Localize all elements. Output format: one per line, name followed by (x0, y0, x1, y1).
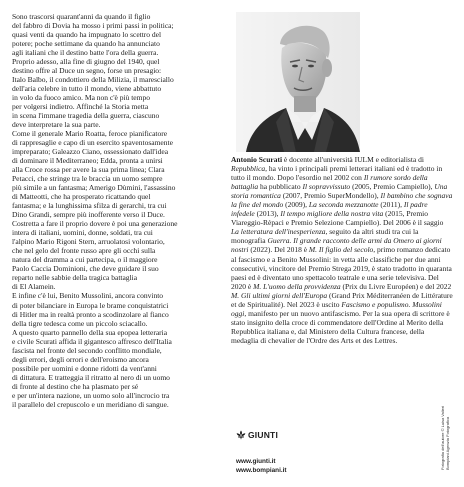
author-name: Antonio Scurati (231, 155, 283, 164)
bio-text: (2022). Del 2018 è (248, 245, 309, 255)
synopsis-line: Sono trascorsi quarant'anni da quando il figlio (12, 12, 151, 21)
synopsis-line: Petacci, che stringe tra le braccia un uomo sempre (12, 174, 163, 184)
synopsis-line: l'alpino Mario Rigoni Stern, arruolatosi volontario, (12, 237, 165, 247)
bio-text: , primo romanzo dedicato al fascismo e a Benito Mussolini: in vetta alle classifiche per due anni consecutivi, vincitore del Premio Strega 2019, è stato tradotto in quaranta paesi ed è diventato uno spettacolo teatrale e una serie televisiva. Del 2020 è (231, 245, 452, 291)
book-title: M. Gli ultimi giorni dell'Europa (231, 290, 328, 300)
bio-text: (2015, Premio Viareggio-Rèpaci e Premio Selezione Campiello). Del 2006 è il saggio (231, 209, 444, 228)
bio-text: (2009), (283, 200, 309, 210)
bio-text: (Grand Prix Méditerranéen de Littérature et de Spiritualité). Nel 2023 è uscito (231, 290, 453, 309)
author-portrait-image (236, 12, 360, 152)
bio-text: , ha vinto i principali premi letterari italiani ed è tradotto in tutto il mondo. Dopo l'esordio nel 2002 con (231, 164, 443, 183)
book-title: Il sopravvissuto (302, 182, 351, 192)
synopsis-line: in scena l'immane tragedia della guerra, ciascuno (12, 111, 160, 121)
giunti-lily-icon (236, 430, 246, 440)
book-title: M. L'uomo della provvidenza (253, 281, 341, 291)
author-panel (228, 12, 454, 482)
synopsis-line: il parallelo del crepuscolo e un meridiano di sangue. (12, 399, 169, 409)
synopsis-line: di dittatura. E tratteggia il ritratto al nero di un uomo (12, 372, 170, 382)
synopsis-line: Italo Balbo, il condottiero della Milizia, il maresciallo (12, 75, 174, 85)
synopsis-line: in volo da fuoco amico. Ma non c'è più tempo (12, 93, 150, 103)
synopsis-line: di poter bilanciare in Europa le brame conquistatrici (12, 300, 169, 310)
website-link-bompiani[interactable]: www.bompiani.it (236, 467, 287, 474)
book-title: Il bambino che sognava la fine del mondo (231, 191, 453, 210)
synopsis-line: del fabbro di Dovia ha mosso i primi passi in politica; (12, 21, 174, 31)
book-title: Fascismo e populismo. Mussolini oggi (231, 299, 442, 318)
synopsis-line: E infine c'è lui, Benito Mussolini, ancora convinto (12, 291, 164, 301)
synopsis-line: di dominare il Mediterraneo; Edda, pronta a unirsi (12, 156, 163, 166)
book-title: Una storia romantica (231, 182, 448, 201)
synopsis-line: degli errori, degli orrori e dell'eroismo ancora (12, 354, 149, 364)
synopsis-line: Costretta a fare il proprio dovere è poi una generazione (12, 219, 178, 229)
synopsis-line: fascista nel fronte del secondo conflitto mondiale, (12, 345, 162, 355)
synopsis-line: alla Croce rossa per avere la sua prima linea; Clara (12, 165, 165, 175)
synopsis-line: intera di italiani, uomini, donne, soldati, tra cui (12, 228, 153, 238)
synopsis-line: natura del dramma a cui partecipa, o il maggiore (12, 255, 158, 265)
bio-text: è docente all'università IULM e editorialista di (282, 155, 424, 164)
synopsis-line: fantasma; e la lunghissima sfilza di gerarchi, tra cui (12, 201, 167, 211)
photo-credit-line: Bompiani Agenzia Fotografica (445, 416, 450, 470)
bio-text: (Prix du Livre Européen) e del 2022 (340, 281, 452, 291)
synopsis-line: potere; poche settimane da quando ha annunciato (12, 39, 160, 49)
synopsis-line: di rappresaglie e capo di un esercito spaventosamente (12, 138, 173, 148)
book-title: Guerra. Il grande racconto delle armi da Omero ai giorni nostri (231, 236, 442, 255)
synopsis-line: deve interpretare la sua parte. (12, 120, 101, 130)
bio-text: , manifesto per un nuovo antifascismo. Per la sua opera di scrittore è stato insignito della croce di commendatore dell'Ordine al Merito della Repubblica italiana e, dal Ministero della Cultura francese, della medaglia di chevalier de l'Ordre des Arts et des Lettres. (231, 308, 450, 345)
synopsis-line: Paolo Caccia Dominioni, che deve guidare il suo (12, 264, 159, 274)
bio-text: ha pubblicato (258, 182, 303, 192)
synopsis-line: dell'aria celebre in tutto il mondo, viene abbattuto (12, 84, 162, 94)
synopsis-line: Proprio adesso, alla fine di giugno del 1940, quel (12, 57, 160, 67)
bio-text: (2013), (254, 209, 281, 219)
synopsis-line: della tigre tedesca come un piccolo sciacallo. (12, 318, 148, 328)
synopsis-line: A questo quarto pannello della sua epopea letteraria (12, 327, 168, 337)
synopsis-line: reparto nelle sabbie della tragica battaglia (12, 273, 138, 283)
photo-credit (440, 405, 454, 470)
synopsis-line: impreparato; Galeazzo Ciano, ossessionato dall'idea (12, 147, 169, 157)
website-link-giunti[interactable]: www.giunti.it (236, 458, 276, 465)
bio-text: , seguito da altri studi tra cui la monografia (231, 227, 419, 246)
book-title: Il rumore sordo della battaglia (231, 173, 428, 192)
synopsis-line: agli italiani che il destino batte l'ora della guerra. (12, 48, 159, 58)
synopsis-line: possibile per uomini e donne ridotti da vent'anni (12, 363, 157, 373)
synopsis-line: destino offre al Duce un segno, forse un presagio: (12, 66, 162, 76)
bio-text: (2011), (378, 200, 404, 210)
book-title: Repubblica (231, 164, 266, 174)
synopsis-line: e civile Scurati affida il gigantesco affresco dell'Italia (12, 336, 172, 346)
book-title: Il padre infedele (231, 200, 428, 219)
bio-text: (2005, Premio Campiello), (350, 182, 435, 192)
synopsis-line: quasi venti da quando ha impugnato lo scettro del (12, 30, 162, 40)
synopsis-line: che nel gelo del fronte russo apre gli occhi sulla (12, 246, 156, 256)
book-title: La seconda mezzanotte (308, 200, 379, 210)
author-bio (231, 155, 453, 345)
synopsis-line: Dino Grandi, sempre più inofferente verso il Duce. (12, 210, 165, 220)
synopsis-line: di El Alamein. (12, 282, 56, 292)
book-title: La letteratura dell'inesperienza (231, 227, 326, 237)
synopsis-line: più simile a un fantasma; Amerigo Dùmini, l'assassino (12, 183, 176, 193)
author-photo (236, 12, 360, 152)
synopsis-text (12, 12, 220, 482)
publisher-logo (236, 430, 278, 440)
synopsis-line: di Hitler ma in realtà pronto a scodinzolare al fianco (12, 309, 169, 319)
synopsis-line: di fronte al destino che ha plasmato per sé (12, 381, 139, 391)
book-title: Il tempo migliore della nostra vita (280, 209, 384, 219)
publisher-name: GIUNTI (248, 430, 279, 440)
book-title: M. Il figlio del secolo (308, 245, 374, 255)
synopsis-line: di Matteotti, che ha prosperato ricattando quel (12, 192, 151, 202)
synopsis-line: per volgersi indietro. Affinché la Storia metta (12, 102, 149, 112)
synopsis-line: e per un'intera nazione, un uomo solo all'incrocio tra (12, 390, 170, 400)
bio-text: (2007, Premio SuperMondello), (280, 191, 381, 201)
synopsis-line: Come il generale Mario Roatta, feroce pianificatore (12, 129, 168, 139)
photo-credit-line: Fotografia dell'autore © Luisa Valieri (440, 405, 445, 470)
